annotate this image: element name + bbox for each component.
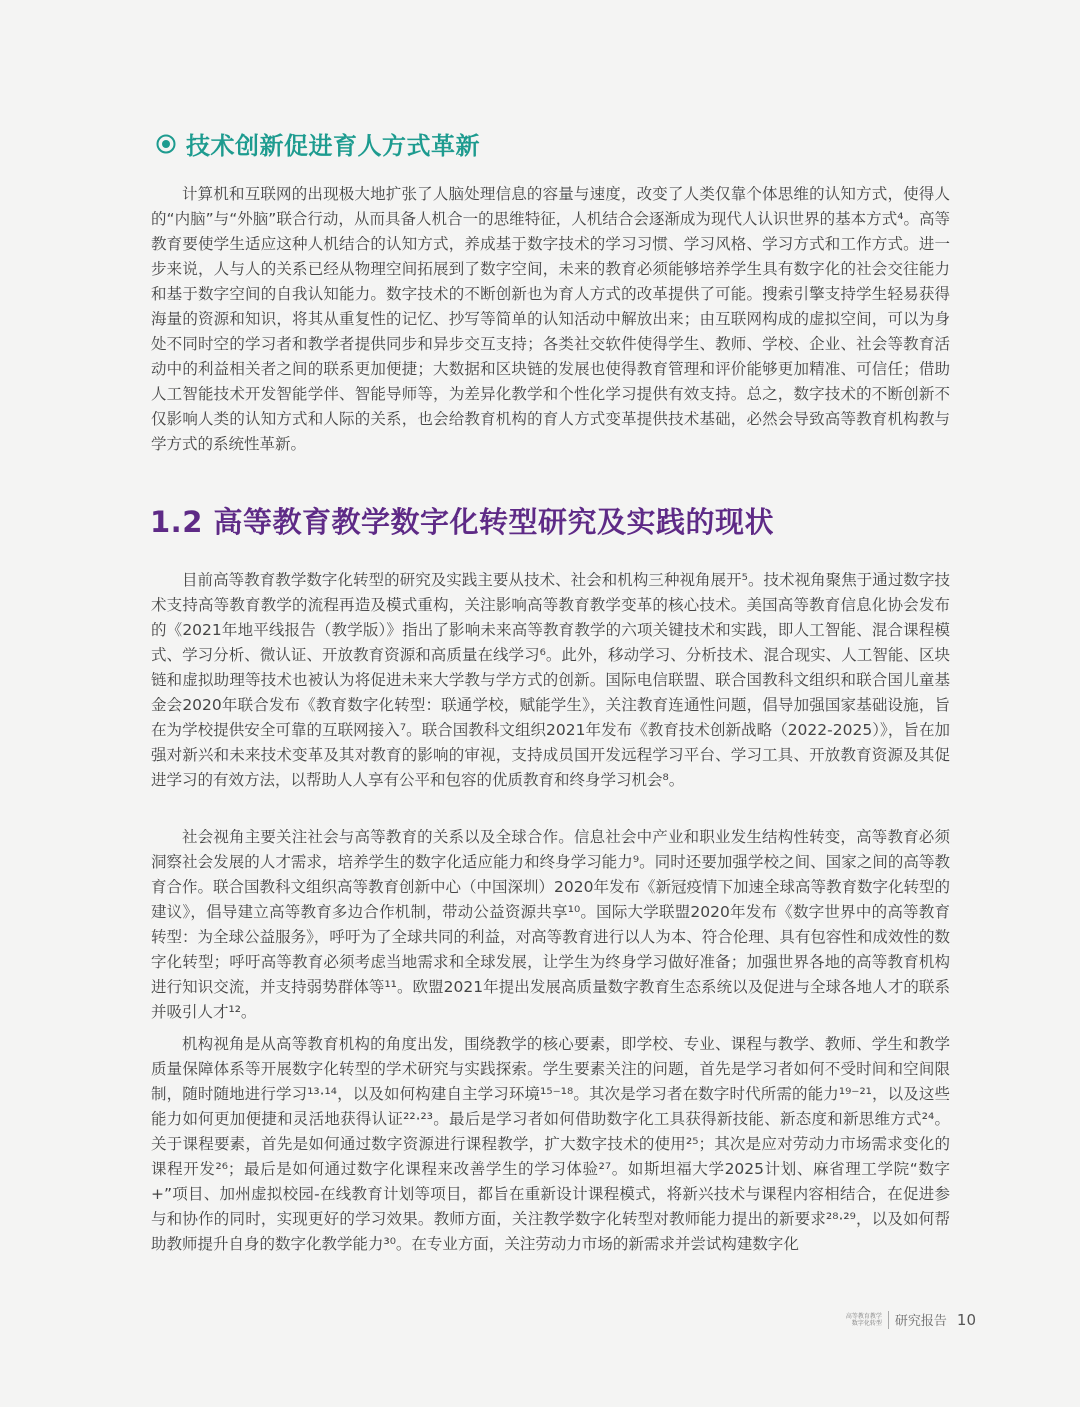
page-number: 10 — [956, 1310, 976, 1329]
section-title: 1.2 高等教育教学数字化转型研究及实践的现状 — [150, 505, 774, 539]
footer-small-line1: 高等教育教学 — [845, 1312, 882, 1320]
footer-divider — [888, 1311, 889, 1329]
paragraph-institution-perspective: 机构视角是从高等教育机构的角度出发，围绕教学的核心要素，即学校、专业、课程与教学、教师、学生和教学质量保障体系等开展数字化转型的学术研究与实践探索。学生要素关注的问题，首先是学习者如何不受时间和空间限制，随时随地进行学习¹³·¹⁴，以及如何构建自主学习环境¹⁵⁻¹⁸。其次是学习者在数字时代所需的能力¹⁹⁻²¹，以及这些能力如何更加便捷和灵活地获得认证²²·²³。最后是学习者如何借助数字化工具获得新技能、新态度和新思维方式²⁴。关于课程要素，首先是如何通过数字资源进行课程教学，扩大数字技术的使用²⁵；其次是应对劳动力市场需求变化的课程开发²⁶；最后是如何通过数字化课程来改善学生的学习体验²⁷。如斯坦福大学2025计划、麻省理工学院“数字+”项目、加州虚拟校园-在线教育计划等项目，都旨在重新设计课程模式，将新兴技术与课程内容相结合，在促进参与和协作的同时，实现更好的学习效果。教师方面，关注教学数字化转型对教师能力提出的新要求²⁸·²⁹，以及如何帮助教师提升自身的数字化教学能力³⁰。在专业方面，关注劳动力市场的新需求并尝试构建数字化 — [151, 1035, 950, 1253]
subheading-text: 技术创新促进育人方式革新 — [186, 132, 480, 160]
paragraph-tech-innovation: 计算机和互联网的出现极大地扩张了人脑处理信息的容量与速度，改变了人类仅靠个体思维的认知方式，使得人的“内脑”与“外脑”联合行动，从而具备人机合一的思维特征，人机结合会逐渐成为现代人认识世界的基本方式⁴。高等教育要使学生适应这种人机结合的认知方式，养成基于数字技术的学习习惯、学习风格、学习方式和工作方式。进一步来说，人与人的关系已经从物理空间拓展到了数字空间，未来的教育必须能够培养学生具有数字化的社会交往能力和基于数字空间的自我认知能力。数字技术的不断创新也为育人方式的改革提供了可能。搜索引擎支持学生轻易获得海量的资源和知识，将其从重复性的记忆、抄写等简单的认知活动中解放出来；由互联网构成的虚拟空间，可以为身处不同时空的学习者和教学者提供同步和异步交互支持；各类社交软件使得学生、教师、学校、企业、社会等教育活动中的利益相关者之间的联系更加便捷；大数据和区块链的发展也使得教育管理和评价能够更加精准、可信任；借助人工智能技术开发智能学伴、智能导师等，为差异化教学和个性化学习提供有效支持。总之，数字技术的不断创新不仅影响人类的认知方式和人际的关系，也会给教育机构的育人方式变革提供技术基础，必然会导致高等教育机构教与学方式的系统性革新。 — [151, 185, 950, 453]
footer-label: 研究报告 — [894, 1314, 947, 1329]
target-icon — [156, 134, 176, 154]
footer-small-line2: 数字化转型 — [851, 1319, 882, 1327]
subheading — [156, 126, 480, 161]
paragraph-tech-perspective: 目前高等教育教学数字化转型的研究及实践主要从技术、社会和机构三种视角展开⁵。技术视角聚焦于通过数字技术支持高等教育教学的流程再造及模式重构，关注影响高等教育教学变革的核心技术。美国高等教育信息化协会发布的《2021年地平线报告（教学版）》指出了影响未来高等教育教学的六项关键技术和实践，即人工智能、混合课程模式、学习分析、微认证、开放教育资源和高质量在线学习⁶。此外，移动学习、分析技术、混合现实、人工智能、区块链和虚拟助理等技术也被认为将促进未来大学教与学方式的创新。国际电信联盟、联合国教科文组织和联合国儿童基金会2020年联合发布《教育数字化转型：联通学校，赋能学生》，关注教育连通性问题，倡导加强国家基础设施，旨在为学校提供安全可靠的互联网接入⁷。联合国教科文组织2021年发布《教育技术创新战略（2022-2025）》，旨在加强对新兴和未来技术变革及其对教育的影响的审视，支持成员国开发远程学习平台、学习工具、开放教育资源及其促进学习的有效方法，以帮助人人享有公平和包容的优质教育和终身学习机会⁸。 — [151, 571, 950, 789]
footer-report-name — [846, 1313, 882, 1327]
paragraph-social-perspective: 社会视角主要关注社会与高等教育的关系以及全球合作。信息社会中产业和职业发生结构性转变，高等教育必须洞察社会发展的人才需求，培养学生的数字化适应能力和终身学习能力⁹。同时还要加强学校之间、国家之间的高等教育合作。联合国教科文组织高等教育创新中心（中国深圳）2020年发布《新冠疫情下加速全球高等教育数字化转型的建议》，倡导建立高等教育多边合作机制，带动公益资源共享¹⁰。国际大学联盟2020年发布《数字世界中的高等教育转型：为全球公益服务》，呼吁为了全球共同的利益，对高等教育进行以人为本、符合伦理、具有包容性和成效性的数字化转型；呼吁高等教育必须考虑当地需求和全球发展，让学生为终身学习做好准备；加强世界各地的高等教育机构进行知识交流，并支持弱势群体等¹¹。欧盟2021年提出发展高质量数字教育生态系统以及促进与全球各地人才的联系并吸引人才¹²。 — [151, 828, 950, 1021]
page-footer — [846, 1310, 976, 1329]
